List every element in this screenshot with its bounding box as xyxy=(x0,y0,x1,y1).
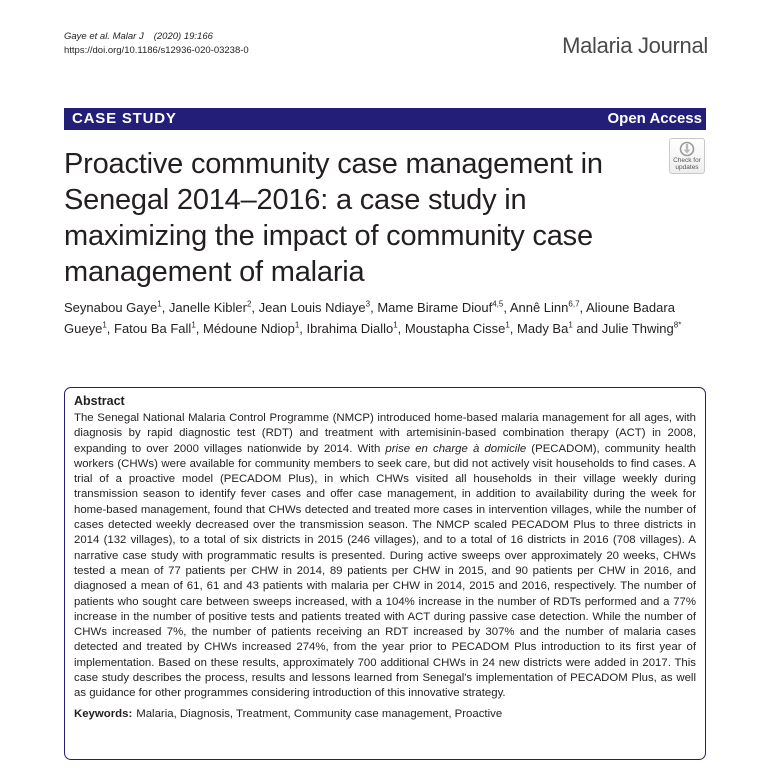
author-affiliation: 1 xyxy=(505,320,510,330)
citation-authors: Gaye et al. Malar J xyxy=(64,31,144,42)
abstract-text-part2: (PECADOM), community health workers (CHWs) were available for community members to seek care, but did not actively visit households to find cases. A trial of a proactive model (PECADOM Plus), in which CHWs visited all households in their village weekly during transmission season to identify fever cases and offer case management, in addition to availability during the week for home-based management, found that CHWs detected and treated more cases in intervention villages, while the number of cases detected weekly decreased over the transmission season. The NMCP scaled PECADOM Plus to three districts in 2014 (132 villages), to a total of six districts in 2015 (246 villages), and to a total of 16 districts in 2016 (708 villages). A narrative case study with programmatic results is presented. During active sweeps over approximately 20 weeks, CHWs tested a mean of 77 patients per CHW in 2014, 89 patients per CHW in 2015, and 90 patients per CHW in 2016, and diagnosed a mean of 61, 61 and 43 patients with malaria per CHW in 2014, 2015 and 2016, respectively. The number of patients who sought care between sweeps increased, with a 104% increase in the number of RDTs performed and a 77% increase in the number of positive tests and patients treated with ACT during passive case detection. While the number of CHWs increased 7%, the number of patients receiving an RDT increased by 307% and the number of malaria cases detected and treated by CHWs increased 274%, from the year prior to PECADOM Plus introduction to its first year of implementation. Based on these results, approximately 700 additional CHWs in 24 new districts were added in 2017. This case study describes the process, results and lessons learned from Senegal's implementation of PECADOM Plus, as well as guidance for other programmes considering introduction of this innovative strategy. xyxy=(74,442,696,700)
author[interactable] xyxy=(203,321,299,336)
author-affiliation: 4,5 xyxy=(492,299,504,309)
author-name: Mady Ba xyxy=(517,321,569,336)
check-for-updates-icon xyxy=(679,141,695,157)
author-affiliation: 1 xyxy=(157,299,162,309)
author-name: Jean Louis Ndiaye xyxy=(258,300,366,315)
author[interactable] xyxy=(64,300,162,315)
journal-name: Malaria Journal xyxy=(562,33,708,58)
author[interactable] xyxy=(259,300,370,315)
article-title: Proactive community case management in Senegal 2014–2016: a case study in maximizing the impact of community case management of malaria xyxy=(64,148,603,288)
citation-reference: (2020) 19:166 xyxy=(153,31,213,42)
abstract-heading: Abstract xyxy=(74,394,125,408)
author[interactable] xyxy=(114,321,196,336)
author-name: Seynabou Gaye xyxy=(64,300,158,315)
doi-link[interactable]: https://doi.org/10.1186/s12936-020-03238-0 xyxy=(64,45,249,56)
author-affiliation: 8* xyxy=(673,320,682,330)
keywords-list: Malaria, Diagnosis, Treatment, Community case management, Proactive xyxy=(136,707,503,720)
author-affiliation: 2 xyxy=(246,299,252,309)
author-affiliation: 6,7 xyxy=(568,299,580,309)
author-name: Janelle Kibler xyxy=(168,300,247,315)
abstract-text-part1: The Senegal National Malaria Control Programme (NMCP) introduced home-based malaria management for all ages, with diagnosis by rapid diagnostic test (RDT) and treatment with artemisinin-based combination therapy (ACT) in 2008, expanding to over 2000 villages nationwide by 2014. With xyxy=(74,412,696,455)
author-name: Annê Linn xyxy=(509,300,569,315)
check-for-updates-line1: Check for xyxy=(673,157,701,164)
author[interactable] xyxy=(405,321,510,336)
article-header-meta xyxy=(64,30,249,58)
author-affiliation: 1 xyxy=(191,320,196,330)
article-type-band xyxy=(64,108,706,130)
author[interactable] xyxy=(307,321,398,336)
author-affiliation: 1 xyxy=(568,320,573,330)
author[interactable] xyxy=(510,300,580,315)
open-access-label: Open Access xyxy=(607,110,702,127)
keywords-line xyxy=(74,707,696,722)
author-name: Alioune Badara Gueye xyxy=(64,300,675,336)
author-name: Moustapha Cisse xyxy=(404,321,506,336)
author[interactable] xyxy=(169,300,252,315)
author[interactable] xyxy=(517,321,573,336)
author-name: Mame Birame Diouf xyxy=(377,300,493,315)
author[interactable] xyxy=(602,321,682,336)
abstract-text xyxy=(74,411,696,702)
author-affiliation: 1 xyxy=(393,320,398,330)
author-name: Fatou Ba Fall xyxy=(114,321,192,336)
check-for-updates-button[interactable] xyxy=(669,138,705,174)
citation-line xyxy=(64,30,249,44)
author[interactable] xyxy=(377,300,503,315)
keywords-label: Keywords: xyxy=(74,707,133,720)
abstract-text-italic: prise en charge à domicile xyxy=(385,442,527,455)
author-name: Julie Thwing xyxy=(601,321,674,336)
author-name: Médoune Ndiop xyxy=(203,321,295,336)
author-list: Seynabou Gaye$^1$, Janelle Kibler$^2$, Jean Louis Ndiaye$^3$, Mame Birame Diouf$^{4,5}$, Annê Linn$^{6,7}$, Alioune Badara Gueye$^1$, Fatou Ba Fall$^1$, Médoune Ndiop$^1$, Ibrahima Diallo$^1$, Moustapha Cisse$^1$, Mady Ba$^1$ and Julie Thwing$^{8*}$ xyxy=(64,299,682,336)
abstract-box xyxy=(64,387,706,760)
author-name: Ibrahima Diallo xyxy=(306,321,394,336)
check-for-updates-line2: updates xyxy=(675,164,699,171)
author-affiliation: 3 xyxy=(365,299,371,309)
author-affiliation: 1 xyxy=(294,320,300,330)
author-affiliation: 1 xyxy=(102,320,107,330)
article-type: CASE STUDY xyxy=(72,110,177,127)
